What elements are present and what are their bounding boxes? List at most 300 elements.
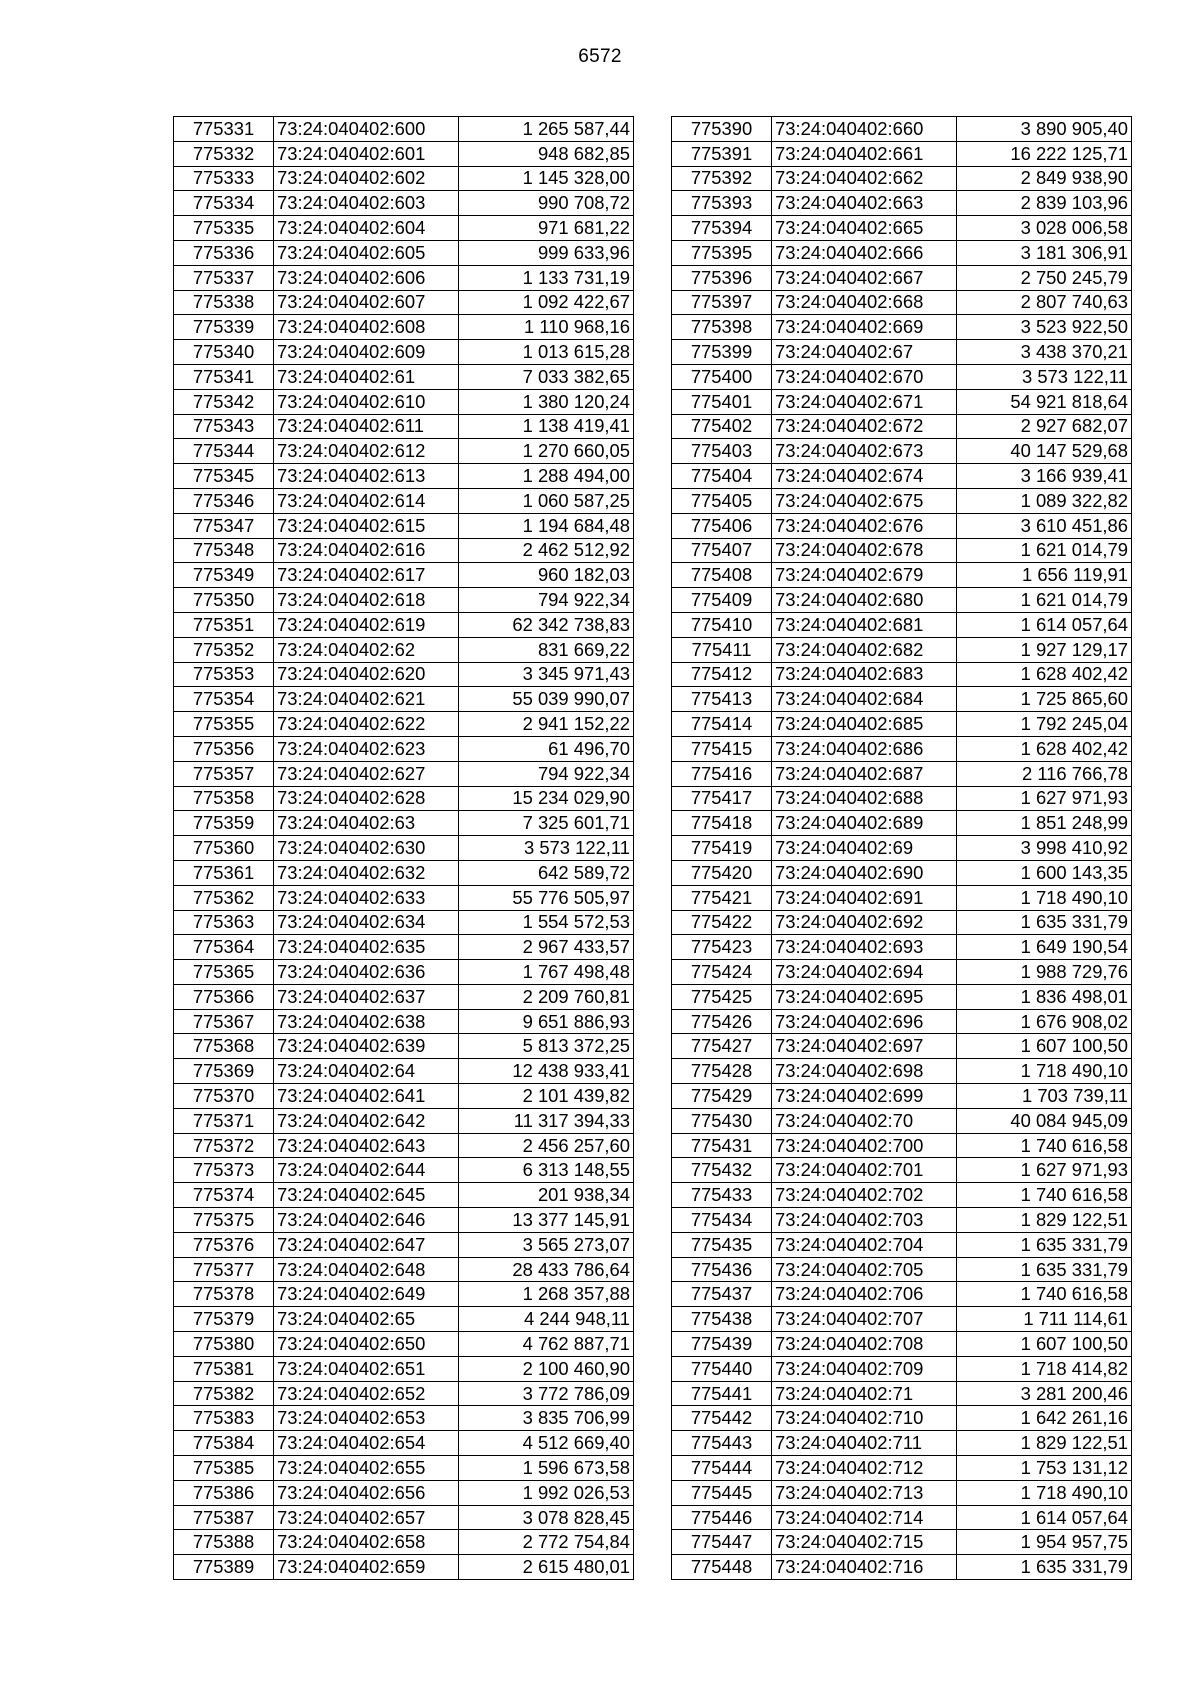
cadastral-number-cell: 73:24:040402:713 (772, 1480, 957, 1505)
record-id-cell: 775436 (672, 1257, 772, 1282)
cadastral-number-cell: 73:24:040402:690 (772, 860, 957, 885)
value-cell: 1 614 057,64 (957, 612, 1132, 637)
value-cell: 54 921 818,64 (957, 389, 1132, 414)
table-row (672, 290, 1132, 315)
value-cell: 3 166 939,41 (957, 464, 1132, 489)
table-row (672, 513, 1132, 538)
cadastral-number-cell: 73:24:040402:64 (274, 1059, 459, 1084)
cadastral-number-cell: 73:24:040402:701 (772, 1158, 957, 1183)
value-cell: 16 222 125,71 (957, 141, 1132, 166)
record-id-cell: 775397 (672, 290, 772, 315)
cadastral-number-cell: 73:24:040402:680 (772, 588, 957, 613)
record-id-cell: 775380 (174, 1332, 274, 1357)
record-id-cell: 775404 (672, 464, 772, 489)
value-cell: 1 767 498,48 (459, 960, 634, 985)
record-id-cell: 775332 (174, 141, 274, 166)
table-row (174, 935, 634, 960)
cadastral-number-cell: 73:24:040402:671 (772, 389, 957, 414)
record-id-cell: 775354 (174, 687, 274, 712)
cadastral-number-cell: 73:24:040402:632 (274, 860, 459, 885)
table-row (672, 1381, 1132, 1406)
value-cell: 1 725 865,60 (957, 687, 1132, 712)
value-cell: 1 092 422,67 (459, 290, 634, 315)
record-id-cell: 775337 (174, 265, 274, 290)
cadastral-number-cell: 73:24:040402:692 (772, 910, 957, 935)
record-id-cell: 775387 (174, 1505, 274, 1530)
cadastral-number-cell: 73:24:040402:609 (274, 340, 459, 365)
record-id-cell: 775382 (174, 1381, 274, 1406)
value-cell: 1 554 572,53 (459, 910, 634, 935)
value-cell: 2 967 433,57 (459, 935, 634, 960)
record-id-cell: 775419 (672, 836, 772, 861)
table-row (174, 315, 634, 340)
record-id-cell: 775442 (672, 1406, 772, 1431)
cadastral-number-cell: 73:24:040402:714 (772, 1505, 957, 1530)
record-id-cell: 775350 (174, 588, 274, 613)
record-id-cell: 775421 (672, 885, 772, 910)
record-id-cell: 775398 (672, 315, 772, 340)
value-cell: 3 610 451,86 (957, 513, 1132, 538)
table-row (672, 1183, 1132, 1208)
value-cell: 3 565 273,07 (459, 1232, 634, 1257)
cadastral-number-cell: 73:24:040402:616 (274, 538, 459, 563)
table-row (672, 1406, 1132, 1431)
cadastral-number-cell: 73:24:040402:654 (274, 1431, 459, 1456)
cadastral-number-cell: 73:24:040402:600 (274, 117, 459, 142)
value-cell: 1 194 684,48 (459, 513, 634, 538)
cadastral-number-cell: 73:24:040402:682 (772, 637, 957, 662)
table-row (672, 1133, 1132, 1158)
cadastral-number-cell: 73:24:040402:704 (772, 1232, 957, 1257)
value-cell: 1 060 587,25 (459, 488, 634, 513)
record-id-cell: 775400 (672, 364, 772, 389)
left-table-body (174, 117, 634, 1580)
cadastral-number-cell: 73:24:040402:706 (772, 1282, 957, 1307)
record-id-cell: 775365 (174, 960, 274, 985)
cadastral-number-cell: 73:24:040402:679 (772, 563, 957, 588)
value-cell: 1 635 331,79 (957, 1232, 1132, 1257)
record-id-cell: 775379 (174, 1307, 274, 1332)
table-row (174, 488, 634, 513)
cadastral-number-cell: 73:24:040402:657 (274, 1505, 459, 1530)
cadastral-number-cell: 73:24:040402:662 (772, 166, 957, 191)
table-row (174, 1009, 634, 1034)
cadastral-number-cell: 73:24:040402:716 (772, 1555, 957, 1580)
cadastral-number-cell: 73:24:040402:65 (274, 1307, 459, 1332)
value-cell: 971 681,22 (459, 216, 634, 241)
table-row (672, 414, 1132, 439)
cadastral-number-cell: 73:24:040402:602 (274, 166, 459, 191)
value-cell: 1 089 322,82 (957, 488, 1132, 513)
cadastral-number-cell: 73:24:040402:686 (772, 736, 957, 761)
value-cell: 1 627 971,93 (957, 786, 1132, 811)
cadastral-number-cell: 73:24:040402:653 (274, 1406, 459, 1431)
cadastral-number-cell: 73:24:040402:712 (772, 1456, 957, 1481)
record-id-cell: 775376 (174, 1232, 274, 1257)
value-cell: 990 708,72 (459, 191, 634, 216)
value-cell: 1 836 498,01 (957, 984, 1132, 1009)
table-row (672, 736, 1132, 761)
record-id-cell: 775349 (174, 563, 274, 588)
record-id-cell: 775445 (672, 1480, 772, 1505)
table-row (174, 1356, 634, 1381)
record-id-cell: 775409 (672, 588, 772, 613)
value-cell: 3 281 200,46 (957, 1381, 1132, 1406)
value-cell: 1 740 616,58 (957, 1282, 1132, 1307)
record-id-cell: 775395 (672, 240, 772, 265)
cadastral-number-cell: 73:24:040402:683 (772, 662, 957, 687)
right-table-body (672, 117, 1132, 1580)
cadastral-number-cell: 73:24:040402:610 (274, 389, 459, 414)
value-cell: 2 807 740,63 (957, 290, 1132, 315)
value-cell: 3 998 410,92 (957, 836, 1132, 861)
record-id-cell: 775375 (174, 1208, 274, 1233)
value-cell: 831 669,22 (459, 637, 634, 662)
table-row (174, 1406, 634, 1431)
cadastral-number-cell: 73:24:040402:70 (772, 1108, 957, 1133)
record-id-cell: 775341 (174, 364, 274, 389)
cadastral-number-cell: 73:24:040402:639 (274, 1034, 459, 1059)
table-row (672, 1108, 1132, 1133)
value-cell: 2 750 245,79 (957, 265, 1132, 290)
record-id-cell: 775352 (174, 637, 274, 662)
table-row (174, 637, 634, 662)
table-row (174, 1381, 634, 1406)
cadastral-number-cell: 73:24:040402:628 (274, 786, 459, 811)
value-cell: 948 682,85 (459, 141, 634, 166)
value-cell: 2 927 682,07 (957, 414, 1132, 439)
page-number: 6572 (578, 46, 622, 67)
value-cell: 2 849 938,90 (957, 166, 1132, 191)
value-cell: 3 181 306,91 (957, 240, 1132, 265)
table-row (672, 761, 1132, 786)
record-id-cell: 775370 (174, 1084, 274, 1109)
record-id-cell: 775339 (174, 315, 274, 340)
cadastral-number-cell: 73:24:040402:697 (772, 1034, 957, 1059)
cadastral-number-cell: 73:24:040402:674 (772, 464, 957, 489)
value-cell: 1 607 100,50 (957, 1034, 1132, 1059)
table-row (174, 1555, 634, 1580)
cadastral-number-cell: 73:24:040402:622 (274, 712, 459, 737)
record-id-cell: 775368 (174, 1034, 274, 1059)
record-id-cell: 775385 (174, 1456, 274, 1481)
cadastral-number-cell: 73:24:040402:650 (274, 1332, 459, 1357)
table-row (174, 761, 634, 786)
record-id-cell: 775433 (672, 1183, 772, 1208)
record-id-cell: 775363 (174, 910, 274, 935)
table-row (672, 364, 1132, 389)
table-row (174, 141, 634, 166)
cadastral-number-cell: 73:24:040402:647 (274, 1232, 459, 1257)
value-cell: 999 633,96 (459, 240, 634, 265)
record-id-cell: 775412 (672, 662, 772, 687)
table-row (174, 563, 634, 588)
value-cell: 794 922,34 (459, 588, 634, 613)
record-id-cell: 775372 (174, 1133, 274, 1158)
cadastral-number-cell: 73:24:040402:660 (772, 117, 957, 142)
table-row (174, 1505, 634, 1530)
record-id-cell: 775334 (174, 191, 274, 216)
record-id-cell: 775437 (672, 1282, 772, 1307)
value-cell: 6 313 148,55 (459, 1158, 634, 1183)
cadastral-number-cell: 73:24:040402:694 (772, 960, 957, 985)
cadastral-number-cell: 73:24:040402:676 (772, 513, 957, 538)
table-row (174, 389, 634, 414)
cadastral-number-cell: 73:24:040402:665 (772, 216, 957, 241)
cadastral-number-cell: 73:24:040402:678 (772, 538, 957, 563)
table-row (174, 588, 634, 613)
cadastral-number-cell: 73:24:040402:630 (274, 836, 459, 861)
value-cell: 3 028 006,58 (957, 216, 1132, 241)
table-row (174, 166, 634, 191)
record-id-cell: 775353 (174, 662, 274, 687)
table-row (672, 117, 1132, 142)
table-row (174, 1307, 634, 1332)
record-id-cell: 775392 (672, 166, 772, 191)
table-row (672, 1480, 1132, 1505)
table-row (672, 1084, 1132, 1109)
value-cell: 1 656 119,91 (957, 563, 1132, 588)
table-row (174, 885, 634, 910)
value-cell: 15 234 029,90 (459, 786, 634, 811)
table-row (672, 191, 1132, 216)
value-cell: 1 718 490,10 (957, 1480, 1132, 1505)
table-row (174, 191, 634, 216)
value-cell: 3 078 828,45 (459, 1505, 634, 1530)
table-row (174, 290, 634, 315)
value-cell: 4 244 948,11 (459, 1307, 634, 1332)
cadastral-number-cell: 73:24:040402:691 (772, 885, 957, 910)
cadastral-number-cell: 73:24:040402:709 (772, 1356, 957, 1381)
table-row (174, 1282, 634, 1307)
table-row (672, 588, 1132, 613)
record-id-cell: 775347 (174, 513, 274, 538)
value-cell: 2 839 103,96 (957, 191, 1132, 216)
value-cell: 3 835 706,99 (459, 1406, 634, 1431)
table-row (174, 364, 634, 389)
cadastral-number-cell: 73:24:040402:608 (274, 315, 459, 340)
record-id-cell: 775429 (672, 1084, 772, 1109)
value-cell: 1 703 739,11 (957, 1084, 1132, 1109)
value-cell: 1 265 587,44 (459, 117, 634, 142)
value-cell: 61 496,70 (459, 736, 634, 761)
cadastral-number-cell: 73:24:040402:644 (274, 1158, 459, 1183)
record-id-cell: 775439 (672, 1332, 772, 1357)
table-row (672, 315, 1132, 340)
table-row (672, 885, 1132, 910)
record-id-cell: 775373 (174, 1158, 274, 1183)
record-id-cell: 775340 (174, 340, 274, 365)
cadastral-number-cell: 73:24:040402:675 (772, 488, 957, 513)
value-cell: 1 380 120,24 (459, 389, 634, 414)
cadastral-number-cell: 73:24:040402:637 (274, 984, 459, 1009)
table-row (174, 612, 634, 637)
table-row (672, 984, 1132, 1009)
value-cell: 1 740 616,58 (957, 1183, 1132, 1208)
table-row (174, 1257, 634, 1282)
record-id-cell: 775447 (672, 1530, 772, 1555)
value-cell: 1 829 122,51 (957, 1431, 1132, 1456)
cadastral-number-cell: 73:24:040402:648 (274, 1257, 459, 1282)
table-row (174, 1431, 634, 1456)
value-cell: 201 938,34 (459, 1183, 634, 1208)
record-id-cell: 775355 (174, 712, 274, 737)
table-row (174, 1158, 634, 1183)
record-id-cell: 775331 (174, 117, 274, 142)
value-cell: 3 523 922,50 (957, 315, 1132, 340)
table-row (174, 1133, 634, 1158)
cadastral-number-cell: 73:24:040402:655 (274, 1456, 459, 1481)
table-row (672, 1431, 1132, 1456)
record-id-cell: 775428 (672, 1059, 772, 1084)
record-id-cell: 775335 (174, 216, 274, 241)
cadastral-number-cell: 73:24:040402:601 (274, 141, 459, 166)
record-id-cell: 775360 (174, 836, 274, 861)
table-row (672, 935, 1132, 960)
record-id-cell: 775417 (672, 786, 772, 811)
cadastral-number-cell: 73:24:040402:696 (772, 1009, 957, 1034)
table-row (174, 984, 634, 1009)
cadastral-number-cell: 73:24:040402:643 (274, 1133, 459, 1158)
value-cell: 1 711 114,61 (957, 1307, 1132, 1332)
table-row (672, 563, 1132, 588)
cadastral-number-cell: 73:24:040402:710 (772, 1406, 957, 1431)
record-id-cell: 775361 (174, 860, 274, 885)
record-id-cell: 775336 (174, 240, 274, 265)
record-id-cell: 775431 (672, 1133, 772, 1158)
value-cell: 1 649 190,54 (957, 935, 1132, 960)
record-id-cell: 775399 (672, 340, 772, 365)
record-id-cell: 775444 (672, 1456, 772, 1481)
value-cell: 1 270 660,05 (459, 439, 634, 464)
value-cell: 1 288 494,00 (459, 464, 634, 489)
record-id-cell: 775389 (174, 1555, 274, 1580)
value-cell: 1 607 100,50 (957, 1332, 1132, 1357)
record-id-cell: 775415 (672, 736, 772, 761)
record-id-cell: 775377 (174, 1257, 274, 1282)
cadastral-number-cell: 73:24:040402:606 (274, 265, 459, 290)
cadastral-number-cell: 73:24:040402:685 (772, 712, 957, 737)
record-id-cell: 775367 (174, 1009, 274, 1034)
value-cell: 11 317 394,33 (459, 1108, 634, 1133)
cadastral-number-cell: 73:24:040402:621 (274, 687, 459, 712)
value-cell: 40 147 529,68 (957, 439, 1132, 464)
value-cell: 2 462 512,92 (459, 538, 634, 563)
table-row (672, 836, 1132, 861)
record-id-cell: 775424 (672, 960, 772, 985)
table-row (174, 910, 634, 935)
record-id-cell: 775369 (174, 1059, 274, 1084)
table-row (672, 1555, 1132, 1580)
cadastral-number-cell: 73:24:040402:619 (274, 612, 459, 637)
value-cell: 13 377 145,91 (459, 1208, 634, 1233)
cadastral-number-cell: 73:24:040402:641 (274, 1084, 459, 1109)
value-cell: 1 133 731,19 (459, 265, 634, 290)
cadastral-number-cell: 73:24:040402:613 (274, 464, 459, 489)
cadastral-number-cell: 73:24:040402:669 (772, 315, 957, 340)
record-id-cell: 775414 (672, 712, 772, 737)
table-row (672, 488, 1132, 513)
record-id-cell: 775381 (174, 1356, 274, 1381)
cadastral-number-cell: 73:24:040402:71 (772, 1381, 957, 1406)
cadastral-number-cell: 73:24:040402:715 (772, 1530, 957, 1555)
record-id-cell: 775351 (174, 612, 274, 637)
table-row (174, 1530, 634, 1555)
record-id-cell: 775402 (672, 414, 772, 439)
value-cell: 1 110 968,16 (459, 315, 634, 340)
cadastral-number-cell: 73:24:040402:668 (772, 290, 957, 315)
table-row (174, 960, 634, 985)
table-row (672, 216, 1132, 241)
cadastral-number-cell: 73:24:040402:693 (772, 935, 957, 960)
table-row (174, 736, 634, 761)
cadastral-number-cell: 73:24:040402:636 (274, 960, 459, 985)
record-id-cell: 775378 (174, 1282, 274, 1307)
value-cell: 5 813 372,25 (459, 1034, 634, 1059)
record-id-cell: 775401 (672, 389, 772, 414)
value-cell: 794 922,34 (459, 761, 634, 786)
record-id-cell: 775394 (672, 216, 772, 241)
cadastral-number-cell: 73:24:040402:703 (772, 1208, 957, 1233)
cadastral-number-cell: 73:24:040402:656 (274, 1480, 459, 1505)
table-row (672, 687, 1132, 712)
table-row (672, 141, 1132, 166)
table-row (174, 464, 634, 489)
table-row (174, 265, 634, 290)
record-id-cell: 775348 (174, 538, 274, 563)
value-cell: 1 596 673,58 (459, 1456, 634, 1481)
record-id-cell: 775426 (672, 1009, 772, 1034)
value-cell: 1 614 057,64 (957, 1505, 1132, 1530)
record-id-cell: 775333 (174, 166, 274, 191)
record-id-cell: 775438 (672, 1307, 772, 1332)
table-row (672, 1208, 1132, 1233)
table-row (174, 513, 634, 538)
record-id-cell: 775418 (672, 811, 772, 836)
record-id-cell: 775435 (672, 1232, 772, 1257)
record-id-cell: 775346 (174, 488, 274, 513)
value-cell: 55 776 505,97 (459, 885, 634, 910)
table-row (174, 1232, 634, 1257)
value-cell: 2 101 439,82 (459, 1084, 634, 1109)
record-id-cell: 775440 (672, 1356, 772, 1381)
record-id-cell: 775345 (174, 464, 274, 489)
cadastral-number-cell: 73:24:040402:612 (274, 439, 459, 464)
cadastral-number-cell: 73:24:040402:67 (772, 340, 957, 365)
value-cell: 1 013 615,28 (459, 340, 634, 365)
cadastral-number-cell: 73:24:040402:615 (274, 513, 459, 538)
table-row (672, 464, 1132, 489)
record-id-cell: 775386 (174, 1480, 274, 1505)
table-row (174, 340, 634, 365)
table-row (672, 389, 1132, 414)
record-id-cell: 775422 (672, 910, 772, 935)
table-row (174, 662, 634, 687)
record-id-cell: 775366 (174, 984, 274, 1009)
value-cell: 3 573 122,11 (459, 836, 634, 861)
table-row (672, 712, 1132, 737)
cadastral-number-cell: 73:24:040402:666 (772, 240, 957, 265)
value-cell: 2 100 460,90 (459, 1356, 634, 1381)
cadastral-number-cell: 73:24:040402:645 (274, 1183, 459, 1208)
cadastral-number-cell: 73:24:040402:69 (772, 836, 957, 861)
table-row (672, 1282, 1132, 1307)
record-id-cell: 775446 (672, 1505, 772, 1530)
table-row (174, 414, 634, 439)
table-row (174, 1059, 634, 1084)
right-data-table (671, 116, 1132, 1580)
cadastral-number-cell: 73:24:040402:672 (772, 414, 957, 439)
